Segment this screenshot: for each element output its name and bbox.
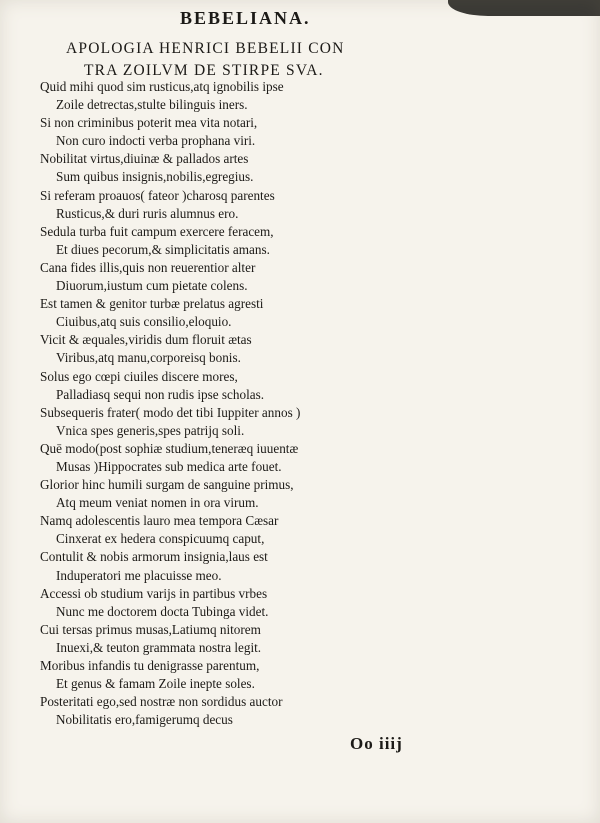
verse-line: Moribus infandis tu denigrasse parentum, bbox=[40, 658, 260, 673]
verse-line: Si non criminibus poterit mea vita notari, bbox=[40, 115, 258, 131]
verse-line: Et genus & famam Zoile inepte soles. bbox=[56, 676, 255, 692]
verse-line: Ciuibus,atq suis consilio,eloquio. bbox=[56, 314, 232, 330]
heading-line-2: TRA ZOILVM DE STIRPE SVA. bbox=[84, 62, 324, 79]
running-head: BEBELIANA. bbox=[180, 8, 311, 28]
verse-line: Si referam proauos( fateor )charosq parentes bbox=[40, 187, 275, 203]
verse-line: Rusticus,& duri ruris alumnus ero. bbox=[56, 205, 239, 221]
verse-line: Sum quibus insignis,nobilis,egregius. bbox=[56, 169, 254, 185]
verse-line: Cinxerat ex hedera conspicuumq caput, bbox=[56, 531, 265, 547]
verse-line: Nobilitatis ero,famigerumq decus bbox=[56, 712, 233, 728]
poem-heading bbox=[66, 38, 466, 82]
verse-line: Posteritati ego,sed nostræ non sordidus auctor bbox=[40, 694, 283, 710]
poem-verses bbox=[40, 78, 440, 729]
verse-line: Nobilitat virtus,diuinæ & pallados artes bbox=[40, 151, 249, 167]
page-torn-corner bbox=[448, 0, 600, 16]
verse-line: Nunc me doctorem docta Tubinga videt. bbox=[56, 603, 269, 619]
verse-line: Diuorum,iustum cum pietate colens. bbox=[56, 278, 248, 294]
verse-line: Cana fides illis,quis non reuerentior alter bbox=[40, 259, 256, 275]
verse-line: Musas )Hippocrates sub medica arte fouet. bbox=[56, 458, 282, 474]
verse-line: Cui tersas primus musas,Latiumq nitorem bbox=[40, 621, 261, 637]
verse-line: Est tamen & genitor turbæ prelatus agresti bbox=[40, 296, 264, 312]
verse-line: Sedula turba fuit campum exercere feracem, bbox=[40, 223, 274, 239]
heading-line-1: APOLOGIA HENRICI BEBELII CON bbox=[66, 40, 345, 57]
verse-line: Et diues pecorum,& simplicitatis amans. bbox=[56, 241, 270, 257]
verse-line: Induperatori me placuisse meo. bbox=[56, 567, 222, 583]
verse-line: Subsequeris frater( modo det tibi Iuppiter annos ) bbox=[40, 404, 301, 420]
verse-line: Atq meum veniat nomen in ora virum. bbox=[56, 495, 259, 511]
verse-line: Vnica spes generis,spes patrijq soli. bbox=[56, 422, 245, 438]
verse-line: Palladiasq sequi non rudis ipse scholas. bbox=[56, 386, 265, 402]
signature-mark: Oo iiij bbox=[350, 734, 403, 753]
verse-line: Glorior hinc humili surgam de sanguine primus, bbox=[40, 477, 294, 493]
verse-line: Vicit & æquales,viridis dum floruit ætas bbox=[40, 332, 252, 348]
verse-line: Non curo indocti verba prophana viri. bbox=[56, 133, 256, 149]
verse-line: Quid mihi quod sim rusticus,atq ignobilis ipse bbox=[40, 79, 284, 94]
verse-line: Namq adolescentis lauro mea tempora Cæsar bbox=[40, 513, 279, 529]
verse-line: Contulit & nobis armorum insignia,laus est bbox=[40, 549, 268, 565]
verse-line: Quē modo(post sophiæ studium,teneræq iuuentæ bbox=[40, 440, 299, 456]
verse-line: Accessi ob studium varijs in partibus vrbes bbox=[40, 585, 268, 601]
verse-line: Zoile detrectas,stulte bilinguis iners. bbox=[56, 97, 248, 113]
verse-line: Inuexi,& teuton grammata nostra legit. bbox=[56, 639, 262, 655]
verse-line: Solus ego cœpi ciuiles discere mores, bbox=[40, 368, 238, 384]
verse-line: Viribus,atq manu,corporeisq bonis. bbox=[56, 350, 241, 366]
